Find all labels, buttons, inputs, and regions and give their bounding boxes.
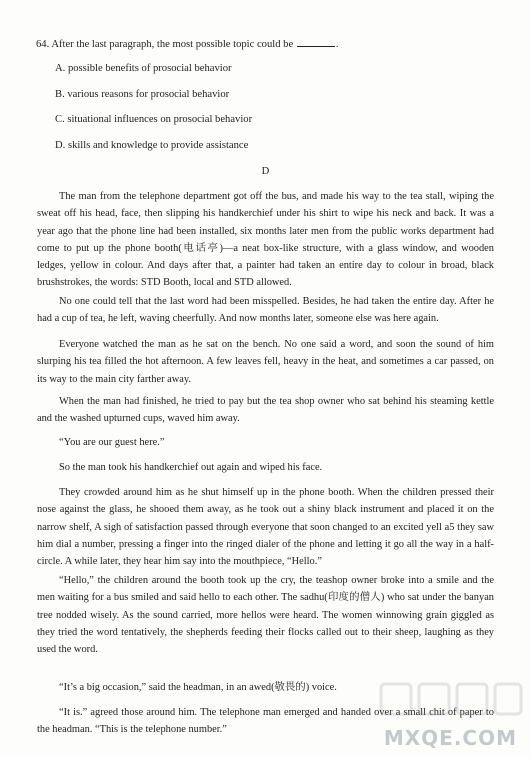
paragraph: “It’s a big occasion,” said the headman, in an awed(敬畏的) voice. bbox=[59, 682, 337, 693]
option-c: C. situational influences on prosocial behavior bbox=[55, 114, 253, 125]
paragraph: “Hello,” the children around the booth took up the cry, the teashop owner broke into a smile and the men waiting for a bus smiled and said hello to each other. The sadhu(印度的僧人) who sat under the banyan tree nodded wisely. As the sound carried, more hellos were heard. The women winnowing grain giggled as they tried the word tentatively, the shepherds feeding their flocks called out to their sheep, laughing as they used the word. bbox=[37, 575, 494, 656]
paragraph: “It is.” agreed those around him. The telephone man emerged and handed over a small chit of paper to the headman. “This is the telephone number.” bbox=[37, 707, 494, 736]
question-number: 64. bbox=[36, 39, 50, 50]
option-b: B. various reasons for prosocial behavior bbox=[55, 89, 230, 100]
question-stem bbox=[36, 37, 338, 52]
question-text: After the last paragraph, the most possible topic could be bbox=[51, 39, 294, 50]
paragraph: When the man had finished, he tried to pay but the tea shop owner who sat behind his steaming kettle and the washed upturned cups, waved him away. bbox=[37, 396, 494, 425]
option-a: A. possible benefits of prosocial behavior bbox=[55, 63, 232, 74]
paragraph: Everyone watched the man as he sat on the bench. No one said a word, and soon the sound of him slurping his tea filled the hot afternoon. A few leaves fell, heavy in the heat, and sometimes a car passed, on its way to the main city farther away. bbox=[37, 339, 494, 385]
question-end: . bbox=[335, 39, 339, 50]
answer-blank bbox=[297, 37, 335, 47]
option-d: D. skills and knowledge to provide assistance bbox=[55, 140, 249, 151]
paragraph: They crowded around him as he shut himself up in the phone booth. When the children pressed their nose against the glass, he shooed them away, as he took out a shiny black instrument and placed it on the narrow shelf, A sigh of satisfaction passed through everyone that soon changed to an excited yell a5 they saw him dial a number, pressing a finger into the ringed dialer of the phone and letting it go all the way in a half-circle. A while later, they hear him say into the mouthpiece, “Hello.” bbox=[37, 487, 494, 568]
section-label: D bbox=[261, 166, 270, 177]
paragraph: No one could tell that the last word had been misspelled. Besides, he had taken the entire day. After he had a cup of tea, he left, waving cheerfully. And now months later, someone else was here again. bbox=[37, 296, 494, 325]
watermark-text: MXQE.COM bbox=[383, 726, 517, 750]
paragraph: So the man took his handkerchief out again and wiped his face. bbox=[59, 462, 323, 473]
paragraph: “You are our guest here.” bbox=[59, 437, 165, 448]
paragraph: The man from the telephone department got off the bus, and made his way to the tea stall, wiping the sweat off his head, face, then slipping his handkerchief under his shirt to wipe his neck and back. It was a year ago that the phone line had been installed, six months later men from the public works department had come to put up the phone booth(电话亭)—a neat box-like structure, with a glass window, and wooden ledges, yellow in colour. And days after that, a painter had taken an entire day to colour in broad, black brushstrokes, the words: STD Booth, local and STD allowed. bbox=[37, 191, 494, 289]
